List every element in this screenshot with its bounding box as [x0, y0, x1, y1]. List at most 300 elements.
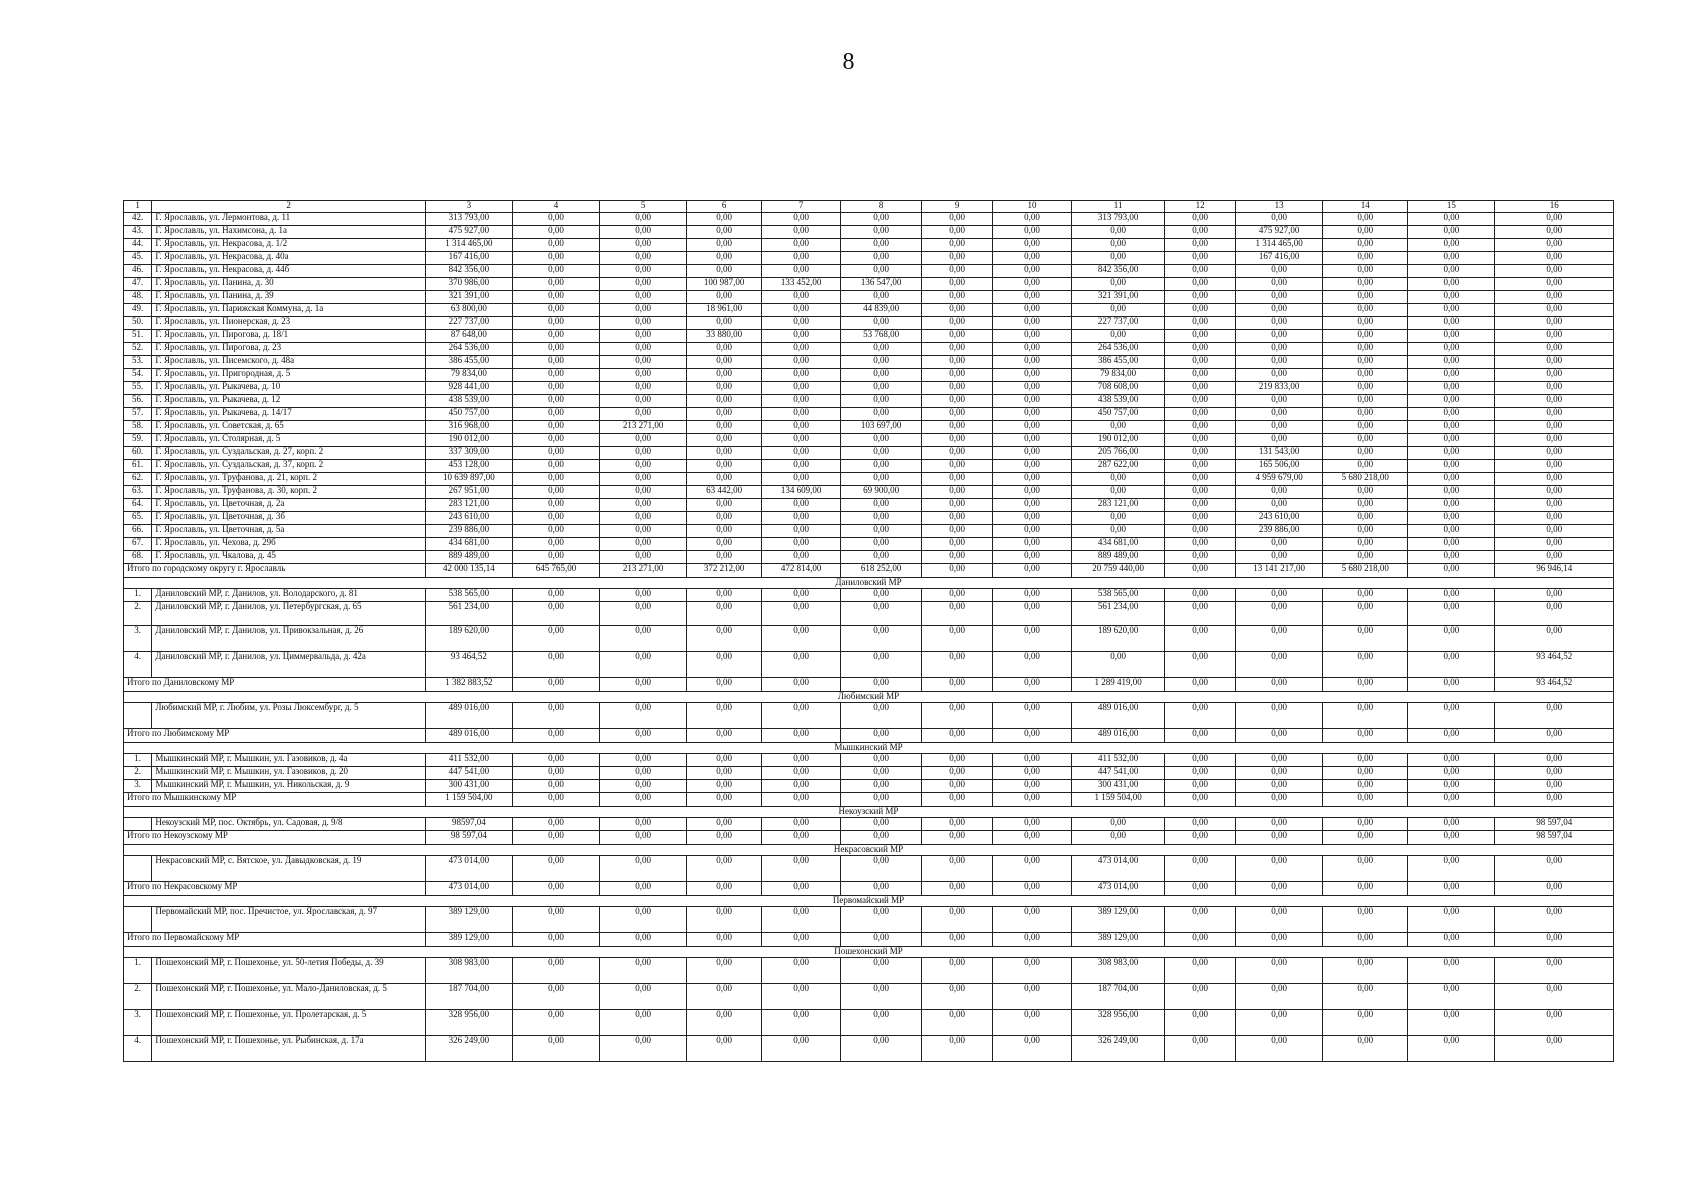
- cell-value: 0,00: [1236, 1036, 1323, 1062]
- address-cell: Г. Ярославль, ул. Парижская Коммуна, д. 1а: [152, 304, 425, 317]
- cell-value: 0,00: [993, 252, 1072, 265]
- cell-value: 411 532,00: [425, 754, 512, 767]
- cell-value: 0,00: [922, 512, 993, 525]
- cell-value: 0,00: [993, 304, 1072, 317]
- cell-value: 0,00: [762, 907, 841, 933]
- row-number: 47.: [124, 278, 152, 291]
- address-cell: Первомайский МР, пос. Пречистое, ул. Ярославская, д. 97: [152, 907, 425, 933]
- cell-value: 0,00: [993, 512, 1072, 525]
- cell-value: 0,00: [762, 754, 841, 767]
- total-value: 0,00: [512, 678, 599, 692]
- total-value: 0,00: [993, 793, 1072, 807]
- address-cell: Г. Ярославль, ул. Пирогова, д. 18/1: [152, 330, 425, 343]
- cell-value: 0,00: [841, 460, 922, 473]
- column-header: 16: [1495, 201, 1614, 213]
- cell-value: 0,00: [600, 589, 687, 602]
- table-row: [124, 252, 1614, 265]
- cell-value: 0,00: [687, 447, 762, 460]
- cell-value: 0,00: [512, 343, 599, 356]
- cell-value: 0,00: [762, 265, 841, 278]
- cell-value: 0,00: [1236, 602, 1323, 626]
- cell-value: 287 622,00: [1072, 460, 1165, 473]
- cell-value: 434 681,00: [425, 538, 512, 551]
- row-number: 60.: [124, 447, 152, 460]
- cell-value: 0,00: [922, 213, 993, 226]
- cell-value: 0,00: [600, 265, 687, 278]
- total-value: 489 016,00: [425, 729, 512, 743]
- cell-value: 243 610,00: [425, 512, 512, 525]
- cell-value: 0,00: [600, 460, 687, 473]
- cell-value: 87 648,00: [425, 330, 512, 343]
- cell-value: 0,00: [600, 1010, 687, 1036]
- address-cell: Пошехонский МР, г. Пошехонье, ул. Пролетарская, д. 5: [152, 1010, 425, 1036]
- cell-value: 0,00: [1495, 291, 1614, 304]
- row-number: 64.: [124, 499, 152, 512]
- cell-value: 239 886,00: [1236, 525, 1323, 538]
- cell-value: 0,00: [1495, 780, 1614, 793]
- cell-value: 0,00: [993, 408, 1072, 421]
- row-number: 65.: [124, 512, 152, 525]
- total-value: 0,00: [1323, 831, 1408, 845]
- cell-value: 0,00: [922, 703, 993, 729]
- address-cell: Г. Ярославль, ул. Пригородная, д. 5: [152, 369, 425, 382]
- table-row: [124, 818, 1614, 831]
- row-number: 58.: [124, 421, 152, 434]
- cell-value: 0,00: [1072, 278, 1165, 291]
- address-cell: Г. Ярославль, ул. Рыкачева, д. 10: [152, 382, 425, 395]
- cell-value: 0,00: [922, 538, 993, 551]
- address-cell: Г. Ярославль, ул. Лермонтова, д. 11: [152, 213, 425, 226]
- cell-value: 0,00: [762, 856, 841, 882]
- cell-value: 0,00: [600, 330, 687, 343]
- cell-value: 0,00: [922, 589, 993, 602]
- cell-value: 928 441,00: [425, 382, 512, 395]
- cell-value: 0,00: [841, 408, 922, 421]
- cell-value: 0,00: [1408, 421, 1495, 434]
- cell-value: 0,00: [762, 356, 841, 369]
- table-row: [124, 278, 1614, 291]
- table-row: [124, 958, 1614, 984]
- total-value: 0,00: [687, 933, 762, 947]
- cell-value: 0,00: [1236, 907, 1323, 933]
- cell-value: 227 737,00: [425, 317, 512, 330]
- cell-value: 0,00: [1495, 626, 1614, 652]
- cell-value: 283 121,00: [425, 499, 512, 512]
- cell-value: 0,00: [762, 1010, 841, 1036]
- cell-value: 243 610,00: [1236, 512, 1323, 525]
- cell-value: 0,00: [1236, 652, 1323, 678]
- cell-value: 0,00: [1323, 1010, 1408, 1036]
- column-header: 6: [687, 201, 762, 213]
- cell-value: 0,00: [841, 239, 922, 252]
- total-value: 0,00: [1165, 564, 1236, 578]
- cell-value: 0,00: [1165, 703, 1236, 729]
- cell-value: 0,00: [922, 330, 993, 343]
- address-cell: Даниловский МР, г. Данилов, ул. Циммервальда, д. 42а: [152, 652, 425, 678]
- table-row: [124, 226, 1614, 239]
- cell-value: 0,00: [1495, 226, 1614, 239]
- cell-value: 0,00: [512, 486, 599, 499]
- cell-value: 447 541,00: [425, 767, 512, 780]
- cell-value: 0,00: [922, 252, 993, 265]
- cell-value: 0,00: [687, 602, 762, 626]
- cell-value: 321 391,00: [425, 291, 512, 304]
- row-number: [124, 907, 152, 933]
- cell-value: 0,00: [1236, 343, 1323, 356]
- total-value: 1 382 883,52: [425, 678, 512, 692]
- cell-value: 0,00: [1408, 486, 1495, 499]
- cell-value: 0,00: [1408, 395, 1495, 408]
- cell-value: 0,00: [600, 907, 687, 933]
- cell-value: 561 234,00: [425, 602, 512, 626]
- cell-value: 0,00: [687, 473, 762, 486]
- cell-value: 0,00: [1072, 512, 1165, 525]
- table-row: [124, 317, 1614, 330]
- address-cell: Г. Ярославль, ул. Труфанова, д. 30, корп. 2: [152, 486, 425, 499]
- cell-value: 0,00: [1408, 1010, 1495, 1036]
- cell-value: 0,00: [1072, 818, 1165, 831]
- cell-value: 0,00: [1495, 984, 1614, 1010]
- cell-value: 0,00: [1323, 652, 1408, 678]
- table-row: [124, 1036, 1614, 1062]
- cell-value: 0,00: [1165, 447, 1236, 460]
- cell-value: 0,00: [922, 434, 993, 447]
- cell-value: 165 506,00: [1236, 460, 1323, 473]
- row-number: 54.: [124, 369, 152, 382]
- total-label: Итого по Некоузскому МР: [124, 831, 426, 845]
- cell-value: 0,00: [600, 754, 687, 767]
- cell-value: 0,00: [1408, 239, 1495, 252]
- column-header: 13: [1236, 201, 1323, 213]
- cell-value: 0,00: [1323, 213, 1408, 226]
- cell-value: 0,00: [993, 395, 1072, 408]
- cell-value: 0,00: [762, 421, 841, 434]
- cell-value: 0,00: [993, 486, 1072, 499]
- cell-value: 0,00: [922, 626, 993, 652]
- cell-value: 0,00: [1323, 239, 1408, 252]
- total-row: [124, 678, 1614, 692]
- cell-value: 0,00: [841, 525, 922, 538]
- total-value: 472 814,00: [762, 564, 841, 578]
- cell-value: 0,00: [1408, 856, 1495, 882]
- address-cell: Г. Ярославль, ул. Некрасова, д. 44б: [152, 265, 425, 278]
- cell-value: 0,00: [993, 780, 1072, 793]
- total-value: 0,00: [993, 933, 1072, 947]
- table-row: [124, 754, 1614, 767]
- total-value: 0,00: [1236, 729, 1323, 743]
- cell-value: 0,00: [1072, 330, 1165, 343]
- cell-value: 0,00: [600, 818, 687, 831]
- cell-value: 0,00: [1408, 213, 1495, 226]
- total-value: 0,00: [1165, 678, 1236, 692]
- total-value: 0,00: [993, 882, 1072, 896]
- cell-value: 0,00: [841, 1036, 922, 1062]
- cell-value: 0,00: [922, 551, 993, 564]
- cell-value: 0,00: [993, 213, 1072, 226]
- cell-value: 0,00: [762, 818, 841, 831]
- total-row: [124, 933, 1614, 947]
- cell-value: 0,00: [1165, 538, 1236, 551]
- cell-value: 0,00: [600, 213, 687, 226]
- cell-value: 4 959 679,00: [1236, 473, 1323, 486]
- table-row: [124, 856, 1614, 882]
- total-label: Итого по Мышкинскому МР: [124, 793, 426, 807]
- cell-value: 0,00: [1323, 984, 1408, 1010]
- cell-value: 0,00: [922, 767, 993, 780]
- cell-value: 0,00: [1236, 856, 1323, 882]
- section-title: Любимский МР: [124, 692, 1614, 703]
- total-value: 0,00: [1236, 831, 1323, 845]
- cell-value: 0,00: [762, 626, 841, 652]
- table-header-row: [124, 201, 1614, 213]
- cell-value: 0,00: [600, 395, 687, 408]
- cell-value: 0,00: [1495, 356, 1614, 369]
- cell-value: 0,00: [1408, 512, 1495, 525]
- cell-value: 0,00: [993, 958, 1072, 984]
- cell-value: 0,00: [762, 551, 841, 564]
- cell-value: 0,00: [1495, 767, 1614, 780]
- row-number: 43.: [124, 226, 152, 239]
- cell-value: 0,00: [600, 408, 687, 421]
- address-cell: Пошехонский МР, г. Пошехонье, ул. Мало-Даниловская, д. 5: [152, 984, 425, 1010]
- table-row: [124, 1010, 1614, 1036]
- section-title: Первомайский МР: [124, 896, 1614, 907]
- cell-value: 0,00: [762, 1036, 841, 1062]
- cell-value: 0,00: [993, 1010, 1072, 1036]
- cell-value: 0,00: [1323, 602, 1408, 626]
- cell-value: 0,00: [1072, 239, 1165, 252]
- cell-value: 473 014,00: [1072, 856, 1165, 882]
- cell-value: 133 452,00: [762, 278, 841, 291]
- address-cell: Г. Ярославль, ул. Пионерская, д. 23: [152, 317, 425, 330]
- table-row: [124, 486, 1614, 499]
- cell-value: 0,00: [993, 984, 1072, 1010]
- cell-value: 0,00: [687, 1036, 762, 1062]
- cell-value: 0,00: [512, 626, 599, 652]
- address-cell: Пошехонский МР, г. Пошехонье, ул. Рыбинская, д. 17а: [152, 1036, 425, 1062]
- total-value: 1 159 504,00: [425, 793, 512, 807]
- total-value: 96 946,14: [1495, 564, 1614, 578]
- cell-value: 370 986,00: [425, 278, 512, 291]
- section-title: Некоузский МР: [124, 807, 1614, 818]
- cell-value: 0,00: [841, 780, 922, 793]
- section-row: [124, 578, 1614, 589]
- total-row: [124, 729, 1614, 743]
- cell-value: 0,00: [1236, 486, 1323, 499]
- cell-value: 0,00: [512, 252, 599, 265]
- cell-value: 0,00: [600, 602, 687, 626]
- cell-value: 0,00: [1495, 252, 1614, 265]
- cell-value: 0,00: [1165, 818, 1236, 831]
- total-value: 0,00: [1408, 831, 1495, 845]
- cell-value: 79 834,00: [425, 369, 512, 382]
- cell-value: 0,00: [841, 626, 922, 652]
- cell-value: 0,00: [762, 226, 841, 239]
- cell-value: 0,00: [1495, 907, 1614, 933]
- row-number: 49.: [124, 304, 152, 317]
- total-value: 98 597,04: [425, 831, 512, 845]
- cell-value: 0,00: [1408, 652, 1495, 678]
- total-value: 0,00: [993, 564, 1072, 578]
- cell-value: 0,00: [762, 473, 841, 486]
- cell-value: 0,00: [922, 780, 993, 793]
- total-value: 1 289 419,00: [1072, 678, 1165, 692]
- cell-value: 0,00: [1408, 958, 1495, 984]
- cell-value: 0,00: [1165, 767, 1236, 780]
- cell-value: 0,00: [600, 512, 687, 525]
- total-label: Итого по Первомайскому МР: [124, 933, 426, 947]
- cell-value: 0,00: [762, 780, 841, 793]
- cell-value: 0,00: [1495, 395, 1614, 408]
- cell-value: 0,00: [600, 369, 687, 382]
- total-value: 0,00: [1323, 729, 1408, 743]
- cell-value: 0,00: [1072, 304, 1165, 317]
- cell-value: 0,00: [922, 265, 993, 278]
- cell-value: 0,00: [600, 252, 687, 265]
- table-row: [124, 447, 1614, 460]
- address-cell: Некрасовский МР, с. Вятское, ул. Давыдковская, д. 19: [152, 856, 425, 882]
- cell-value: 0,00: [687, 907, 762, 933]
- cell-value: 0,00: [1408, 703, 1495, 729]
- cell-value: 0,00: [1165, 512, 1236, 525]
- cell-value: 0,00: [1408, 356, 1495, 369]
- cell-value: 300 431,00: [1072, 780, 1165, 793]
- table-row: [124, 343, 1614, 356]
- cell-value: 0,00: [841, 395, 922, 408]
- cell-value: 283 121,00: [1072, 499, 1165, 512]
- cell-value: 0,00: [762, 767, 841, 780]
- table-row: [124, 499, 1614, 512]
- cell-value: 167 416,00: [425, 252, 512, 265]
- cell-value: 0,00: [762, 382, 841, 395]
- cell-value: 0,00: [993, 525, 1072, 538]
- cell-value: 0,00: [1236, 818, 1323, 831]
- cell-value: 0,00: [1408, 907, 1495, 933]
- cell-value: 0,00: [512, 1010, 599, 1036]
- cell-value: 0,00: [841, 343, 922, 356]
- table-row: [124, 602, 1614, 626]
- row-number: 44.: [124, 239, 152, 252]
- cell-value: 0,00: [1495, 703, 1614, 729]
- total-value: 372 212,00: [687, 564, 762, 578]
- cell-value: 0,00: [512, 780, 599, 793]
- cell-value: 0,00: [1408, 343, 1495, 356]
- cell-value: 0,00: [993, 330, 1072, 343]
- table-row: [124, 780, 1614, 793]
- cell-value: 0,00: [1323, 291, 1408, 304]
- total-value: 0,00: [1495, 729, 1614, 743]
- table-row: [124, 538, 1614, 551]
- total-value: 0,00: [1165, 882, 1236, 896]
- cell-value: 386 455,00: [425, 356, 512, 369]
- table-row: [124, 512, 1614, 525]
- total-value: 0,00: [841, 678, 922, 692]
- cell-value: 0,00: [1165, 499, 1236, 512]
- cell-value: 0,00: [1408, 278, 1495, 291]
- cell-value: 0,00: [1323, 512, 1408, 525]
- cell-value: 0,00: [1323, 754, 1408, 767]
- row-number: 66.: [124, 525, 152, 538]
- total-value: 618 252,00: [841, 564, 922, 578]
- cell-value: 475 927,00: [1236, 226, 1323, 239]
- cell-value: 0,00: [922, 460, 993, 473]
- cell-value: 0,00: [1495, 213, 1614, 226]
- total-value: 389 129,00: [425, 933, 512, 947]
- cell-value: 0,00: [1165, 780, 1236, 793]
- cell-value: 0,00: [762, 330, 841, 343]
- total-value: 98 597,04: [1495, 831, 1614, 845]
- cell-value: 0,00: [1408, 780, 1495, 793]
- cell-value: 313 793,00: [1072, 213, 1165, 226]
- cell-value: 187 704,00: [425, 984, 512, 1010]
- total-value: 0,00: [1408, 729, 1495, 743]
- cell-value: 0,00: [600, 239, 687, 252]
- cell-value: 0,00: [841, 958, 922, 984]
- cell-value: 0,00: [687, 239, 762, 252]
- total-value: 213 271,00: [600, 564, 687, 578]
- total-value: 0,00: [1236, 933, 1323, 947]
- cell-value: 0,00: [762, 703, 841, 729]
- cell-value: 0,00: [1408, 252, 1495, 265]
- row-number: 4.: [124, 1036, 152, 1062]
- cell-value: 0,00: [600, 304, 687, 317]
- cell-value: 0,00: [512, 213, 599, 226]
- cell-value: 0,00: [687, 984, 762, 1010]
- cell-value: 219 833,00: [1236, 382, 1323, 395]
- cell-value: 264 536,00: [1072, 343, 1165, 356]
- cell-value: 0,00: [993, 499, 1072, 512]
- cell-value: 53 768,00: [841, 330, 922, 343]
- cell-value: 0,00: [762, 499, 841, 512]
- cell-value: 0,00: [993, 447, 1072, 460]
- cell-value: 313 793,00: [425, 213, 512, 226]
- cell-value: 0,00: [1236, 780, 1323, 793]
- table-row: [124, 984, 1614, 1010]
- total-value: 0,00: [1165, 831, 1236, 845]
- cell-value: 0,00: [922, 226, 993, 239]
- cell-value: 0,00: [841, 499, 922, 512]
- section-title: Некрасовский МР: [124, 845, 1614, 856]
- section-row: [124, 947, 1614, 958]
- cell-value: 0,00: [512, 447, 599, 460]
- cell-value: 0,00: [1165, 421, 1236, 434]
- row-number: 59.: [124, 434, 152, 447]
- cell-value: 0,00: [1323, 626, 1408, 652]
- cell-value: 0,00: [1236, 291, 1323, 304]
- cell-value: 0,00: [512, 958, 599, 984]
- total-value: 489 016,00: [1072, 729, 1165, 743]
- cell-value: 0,00: [1408, 382, 1495, 395]
- address-cell: Г. Ярославль, ул. Цветочная, д. 3б: [152, 512, 425, 525]
- total-label: Итого по городскому округу г. Ярославль: [124, 564, 426, 578]
- total-row: [124, 831, 1614, 845]
- cell-value: 0,00: [922, 343, 993, 356]
- column-header: 4: [512, 201, 599, 213]
- cell-value: 0,00: [1323, 780, 1408, 793]
- cell-value: 0,00: [600, 984, 687, 1010]
- cell-value: 0,00: [762, 252, 841, 265]
- cell-value: 0,00: [1495, 512, 1614, 525]
- address-cell: Мышкинский МР, г. Мышкин, ул. Газовиков, д. 4а: [152, 754, 425, 767]
- total-row: [124, 564, 1614, 578]
- cell-value: 0,00: [512, 652, 599, 678]
- address-cell: Г. Ярославль, ул. Столярная, д. 5: [152, 434, 425, 447]
- cell-value: 0,00: [762, 434, 841, 447]
- cell-value: 0,00: [1495, 343, 1614, 356]
- cell-value: 0,00: [600, 499, 687, 512]
- total-value: 0,00: [922, 678, 993, 692]
- row-number: 45.: [124, 252, 152, 265]
